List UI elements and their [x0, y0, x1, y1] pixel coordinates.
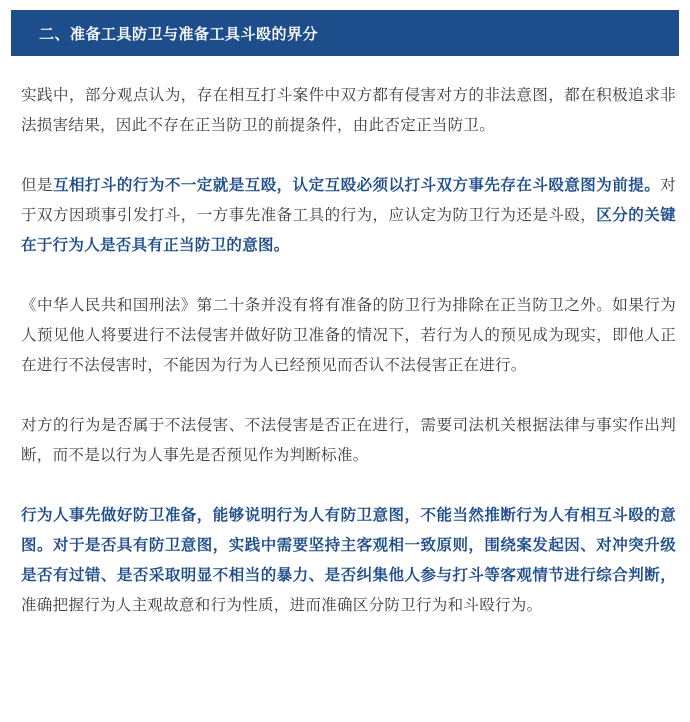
- paragraph-2-highlight-b: 区分的关键在于行为人是否具有正当防卫的意图。: [21, 206, 676, 254]
- paragraph-3-text: 《中华人民共和国刑法》第二十条并没有将有准备的防卫行为排除在正当防卫之外。如果行为人预见他人将要进行不法侵害并做好防卫准备的情况下，若行为人的预见成为现实，即他人正在进行不法侵害时，不能因为行为人已经预见而否认不法侵害正在进行。: [21, 296, 676, 374]
- section-header: [11, 10, 679, 56]
- paragraph-5-text: 准确把握行为人主观故意和行为性质，进而准确区分防卫行为和斗殴行为。: [21, 596, 543, 614]
- paragraph-1-text: 实践中，部分观点认为，存在相互打斗案件中双方都有侵害对方的非法意图，都在积极追求非法损害结果，因此不存在正当防卫的前提条件，由此否定正当防卫。: [21, 86, 676, 134]
- paragraph-4-text: 对方的行为是否属于不法侵害、不法侵害是否正在进行，需要司法机关根据法律与事实作出判断，而不是以行为人事先是否预见作为判断标准。: [21, 416, 676, 464]
- paragraph-4: [21, 410, 676, 470]
- article-body: [21, 80, 676, 620]
- paragraph-5-highlight: 行为人事先做好防卫准备，能够说明行为人有防卫意图，不能当然推断行为人有相互斗殴的意图。对于是否具有防卫意图，实践中需要坚持主客观相一致原则，围绕案发起因、对冲突升级是否有过错、是否采取明显不相当的暴力、是否纠集他人参与打斗等客观情节进行综合判断，: [21, 506, 676, 584]
- paragraph-2: [21, 170, 676, 260]
- paragraph-5: [21, 500, 676, 620]
- section-title: 二、准备工具防卫与准备工具斗殴的界分: [39, 24, 319, 43]
- paragraph-2-highlight-a: 互相打斗的行为不一定就是互殴，认定互殴必须以打斗双方事先存在斗殴意图为前提。: [52, 176, 661, 194]
- paragraph-1: [21, 80, 676, 140]
- paragraph-3: [21, 290, 676, 380]
- paragraph-2-text-a: 但是: [21, 176, 53, 194]
- paragraph-2-text-b: 对于双方因琐事引发打斗，一方事先准备工具的行为，应认定为防卫行为还是斗殴，: [21, 176, 676, 224]
